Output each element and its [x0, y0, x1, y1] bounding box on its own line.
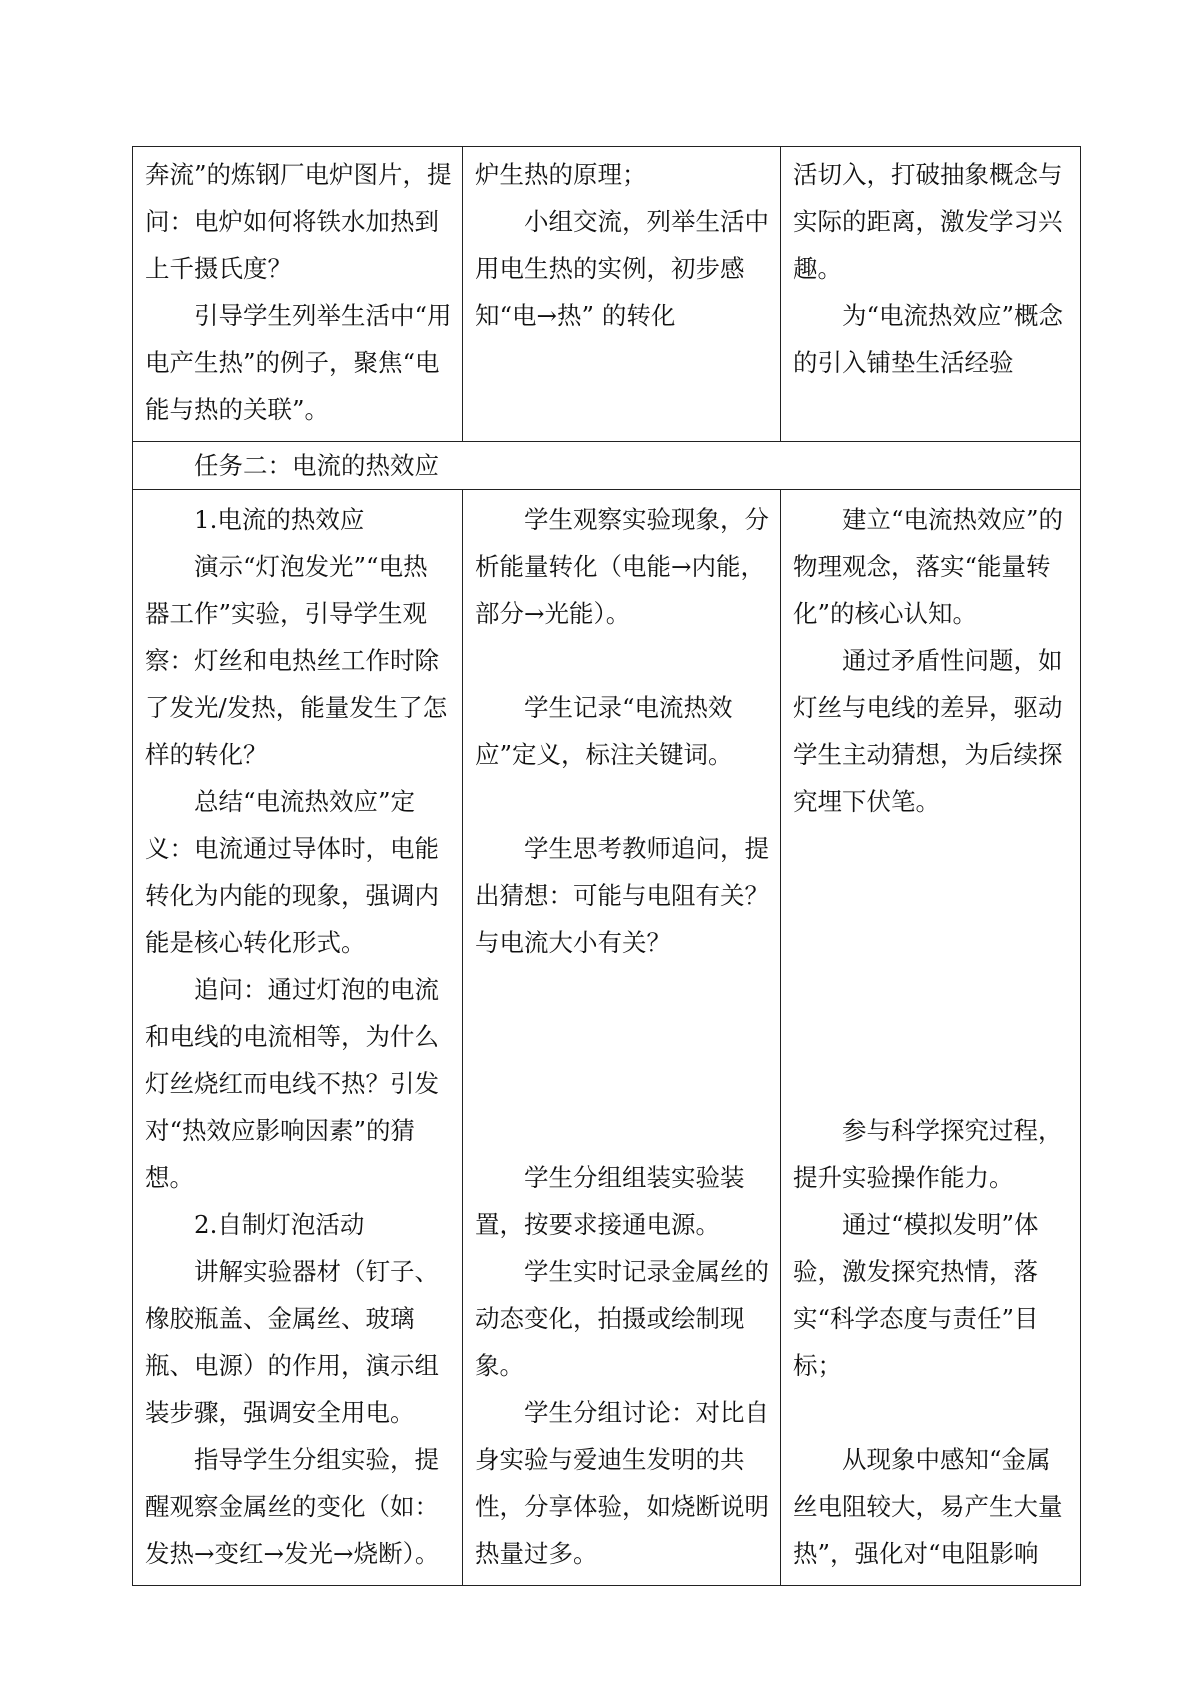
design-intent-cell [781, 490, 1081, 1586]
paragraph: 学生实时记录金属丝的动态变化，拍摄或绘制现象。 [475, 1257, 769, 1380]
task-heading-cell [133, 442, 1081, 490]
table-row [133, 442, 1081, 490]
paragraph: 学生分组组装实验装置，按要求接通电源。 [475, 1163, 745, 1239]
paragraph: 学生思考教师追问，提出猜想：可能与电阻有关？与电流大小有关？ [475, 834, 769, 957]
paragraph: 学生分组讨论：对比自身实验与爱迪生发明的共性，分享体验，如烧断说明热量过多。 [475, 1398, 769, 1568]
paragraph: 建立“电流热效应”的物理观念，落实“能量转化”的核心认知。 [793, 505, 1064, 628]
design-intent-cell [781, 147, 1081, 442]
paragraph: 总结“电流热效应”定义：电流通过导体时，电能转化为内能的现象，强调内能是核心转化形式。 [145, 787, 439, 957]
teacher-activity-cell [133, 147, 463, 442]
student-activity-cell [463, 490, 781, 1586]
table-row [133, 147, 1081, 442]
paragraph: 活切入，打破抽象概念与实际的距离，激发学习兴趣。 [793, 160, 1063, 283]
paragraph: 指导学生分组实验，提醒观察金属丝的变化（如：发热→变红→发光→烧断）。 [145, 1445, 440, 1568]
paragraph: 学生观察实验现象，分析能量转化（电能→内能，部分→光能）。 [475, 505, 769, 628]
paragraph: 讲解实验器材（钉子、橡胶瓶盖、金属丝、玻璃瓶、电源）的作用，演示组装步骤，强调安全用电。 [145, 1257, 439, 1427]
section-heading: 2.自制灯泡活动 [194, 1210, 365, 1239]
table-row [133, 490, 1081, 1586]
section-heading: 1.电流的热效应 [194, 505, 365, 534]
lesson-plan-table [132, 146, 1081, 1586]
paragraph: 追问：通过灯泡的电流和电线的电流相等，为什么灯丝烧红而电线不热？引发对“热效应影响因素”的猜想。 [145, 975, 439, 1192]
paragraph: 引导学生列举生活中“用电产生热”的例子，聚焦“电能与热的关联”。 [145, 301, 452, 424]
paragraph: 奔流”的炼钢厂电炉图片，提问：电炉如何将铁水加热到上千摄氏度？ [145, 160, 452, 283]
paragraph: 从现象中感知“金属丝电阻较大，易产生大量热”，强化对“电阻影响 [793, 1445, 1063, 1568]
paragraph: 参与科学探究过程，提升实验操作能力。 [793, 1116, 1063, 1192]
task-heading: 任务二：电流的热效应 [194, 451, 439, 480]
paragraph: 通过矛盾性问题，如灯丝与电线的差异，驱动学生主动猜想，为后续探究埋下伏笔。 [793, 646, 1063, 816]
paragraph: 学生记录“电流热效应”定义，标注关键词。 [475, 693, 733, 769]
paragraph: 为“电流热效应”概念的引入铺垫生活经验 [793, 301, 1064, 377]
paragraph: 炉生热的原理； [475, 160, 647, 189]
paragraph: 演示“灯泡发光”“电热器工作”实验，引导学生观察：灯丝和电热丝工作时除了发光/发热，能量发生了怎样的转化？ [145, 552, 448, 769]
paragraph: 小组交流，列举生活中用电生热的实例，初步感知“电→热” 的转化 [475, 207, 769, 330]
student-activity-cell [463, 147, 781, 442]
paragraph: 通过“模拟发明”体验，激发探究热情，落实“科学态度与责任”目标； [793, 1210, 1039, 1380]
teacher-activity-cell [133, 490, 463, 1586]
